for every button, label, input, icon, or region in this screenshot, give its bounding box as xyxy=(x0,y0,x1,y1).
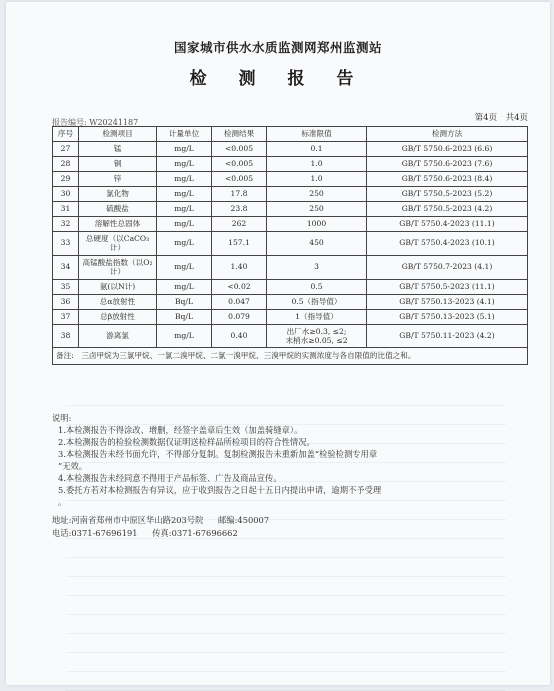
table-footnote: 备注: 三卤甲烷为三氯甲烷、一氯二溴甲烷、二氯一溴甲烷、三溴甲烷的实测浓度与各自限值的比值之和。 xyxy=(53,348,528,365)
cell-method: GB/T 5750.4-2023 (11.1) xyxy=(367,217,528,232)
cell-item: 游离氯 xyxy=(79,325,157,348)
table-row xyxy=(53,187,528,202)
cell-limit: 1（指导值） xyxy=(267,310,367,325)
note-line: 1.本检测报告不得涂改、增删，经签字盖章后生效（加盖骑缝章）。 xyxy=(58,425,303,435)
table-row xyxy=(53,217,528,232)
note-line: 3.本检测报告未经书面允许，不得部分复制。复制检测报告未重新加盖“检验检测专用章 xyxy=(58,449,378,459)
cell-no: 33 xyxy=(53,232,79,256)
cell-no: 31 xyxy=(53,202,79,217)
cell-method: GB/T 5750.6-2023 (8.4) xyxy=(367,172,528,187)
table-header-row xyxy=(53,127,528,142)
cell-unit: mg/L xyxy=(157,172,212,187)
cell-limit: 出厂水≥0.3, ≤2; 末梢水≥0.05, ≤2 xyxy=(267,325,367,348)
note-line: 5.委托方若对本检测报告有异议，应于收到报告之日起十五日内提出申请，逾期不予受理 xyxy=(58,485,382,495)
table-row xyxy=(53,280,528,295)
cell-result: <0.005 xyxy=(212,172,267,187)
cell-limit: 0.5（指导值） xyxy=(267,295,367,310)
note-line: 4.本检测报告未经同意不得用于产品标签、广告及商品宣传。 xyxy=(58,473,282,483)
page-info: 第4页 共4页 xyxy=(474,113,528,123)
report-page xyxy=(6,2,550,685)
cell-limit: 3 xyxy=(267,256,367,280)
cell-method: GB/T 5750.11-2023 (4.2) xyxy=(367,325,528,348)
cell-result: <0.005 xyxy=(212,157,267,172)
cell-item: 铜 xyxy=(79,157,157,172)
cell-unit: mg/L xyxy=(157,142,212,157)
cell-result: <0.02 xyxy=(212,280,267,295)
cell-result: 0.40 xyxy=(212,325,267,348)
results-table xyxy=(52,126,528,365)
table-row xyxy=(53,202,528,217)
cell-unit: Bq/L xyxy=(157,295,212,310)
cell-unit: mg/L xyxy=(157,187,212,202)
fax: 传真:0371-67696662 xyxy=(152,528,238,538)
cell-result: <0.005 xyxy=(212,142,267,157)
cell-limit: 250 xyxy=(267,202,367,217)
contact-section xyxy=(52,514,281,540)
cell-item: 锰 xyxy=(79,142,157,157)
cell-result: 262 xyxy=(212,217,267,232)
cell-limit: 1.0 xyxy=(267,172,367,187)
table-row xyxy=(53,310,528,325)
cell-result: 0.079 xyxy=(212,310,267,325)
footnote-row xyxy=(53,348,528,365)
table-row xyxy=(53,295,528,310)
cell-unit: mg/L xyxy=(157,157,212,172)
address: 地址:河南省郑州市中原区华山路203号院 xyxy=(52,515,204,525)
cell-unit: mg/L xyxy=(157,325,212,348)
phone: 电话:0371-67696191 xyxy=(52,528,138,538)
cell-no: 36 xyxy=(53,295,79,310)
col-header-limit: 标准限值 xyxy=(267,127,367,142)
notes-heading: 说明: xyxy=(52,413,72,423)
col-header-no: 序号 xyxy=(53,127,79,142)
note-line: ”无效。 xyxy=(58,461,88,471)
table-row xyxy=(53,157,528,172)
cell-result: 17.8 xyxy=(212,187,267,202)
cell-limit: 0.5 xyxy=(267,280,367,295)
cell-no: 28 xyxy=(53,157,79,172)
report-number: 报告编号: W20241187 xyxy=(52,118,139,127)
table-row xyxy=(53,172,528,187)
cell-method: GB/T 5750.13-2023 (4.1) xyxy=(367,295,528,310)
cell-method: GB/T 5750.6-2023 (6.6) xyxy=(367,142,528,157)
table-row xyxy=(53,142,528,157)
report-title: 检 测 报 告 xyxy=(189,69,367,89)
note-line: 。 xyxy=(58,497,67,507)
notes-section xyxy=(52,412,522,508)
cell-result: 23.8 xyxy=(212,202,267,217)
col-header-unit: 计量单位 xyxy=(157,127,212,142)
col-header-item: 检测项目 xyxy=(79,127,157,142)
cell-item: 总β放射性 xyxy=(79,310,157,325)
cell-limit: 450 xyxy=(267,232,367,256)
cell-item: 总硬度（以CaCO₃计） xyxy=(79,232,157,256)
cell-limit: 0.1 xyxy=(267,142,367,157)
cell-item: 锌 xyxy=(79,172,157,187)
cell-method: GB/T 5750.13-2023 (5.1) xyxy=(367,310,528,325)
cell-method: GB/T 5750.7-2023 (4.1) xyxy=(367,256,528,280)
cell-unit: mg/L xyxy=(157,217,212,232)
cell-unit: mg/L xyxy=(157,256,212,280)
table-row xyxy=(53,232,528,256)
cell-result: 157.1 xyxy=(212,232,267,256)
col-header-result: 检测结果 xyxy=(212,127,267,142)
cell-item: 氨(以N计) xyxy=(79,280,157,295)
cell-result: 1.40 xyxy=(212,256,267,280)
cell-unit: mg/L xyxy=(157,202,212,217)
cell-unit: mg/L xyxy=(157,280,212,295)
cell-no: 27 xyxy=(53,142,79,157)
lab-name: 国家城市供水水质监测网郑州监测站 xyxy=(173,40,382,55)
cell-method: GB/T 5750.5-2023 (11.1) xyxy=(367,280,528,295)
cell-no: 30 xyxy=(53,187,79,202)
cell-item: 总α放射性 xyxy=(79,295,157,310)
table-row xyxy=(53,325,528,348)
cell-method: GB/T 5750.5-2023 (4.2) xyxy=(367,202,528,217)
cell-item: 高锰酸盐指数（以O₂计） xyxy=(79,256,157,280)
cell-no: 34 xyxy=(53,256,79,280)
col-header-method: 检测方法 xyxy=(367,127,528,142)
cell-method: GB/T 5750.6-2023 (7.6) xyxy=(367,157,528,172)
cell-no: 38 xyxy=(53,325,79,348)
cell-item: 氯化物 xyxy=(79,187,157,202)
cell-limit: 1000 xyxy=(267,217,367,232)
note-line: 2.本检测报告的检验检测数据仅证明送检样品所检项目的符合性情况。 xyxy=(58,437,315,447)
cell-no: 32 xyxy=(53,217,79,232)
table-row xyxy=(53,256,528,280)
cell-item: 溶解性总固体 xyxy=(79,217,157,232)
cell-unit: Bq/L xyxy=(157,310,212,325)
cell-result: 0.047 xyxy=(212,295,267,310)
cell-no: 29 xyxy=(53,172,79,187)
postcode: 邮编:450007 xyxy=(218,515,270,525)
cell-limit: 250 xyxy=(267,187,367,202)
cell-method: GB/T 5750.4-2023 (10.1) xyxy=(367,232,528,256)
cell-no: 35 xyxy=(53,280,79,295)
cell-no: 37 xyxy=(53,310,79,325)
cell-unit: mg/L xyxy=(157,232,212,256)
cell-item: 硫酸盐 xyxy=(79,202,157,217)
cell-limit: 1.0 xyxy=(267,157,367,172)
cell-method: GB/T 5750.5-2023 (5.2) xyxy=(367,187,528,202)
